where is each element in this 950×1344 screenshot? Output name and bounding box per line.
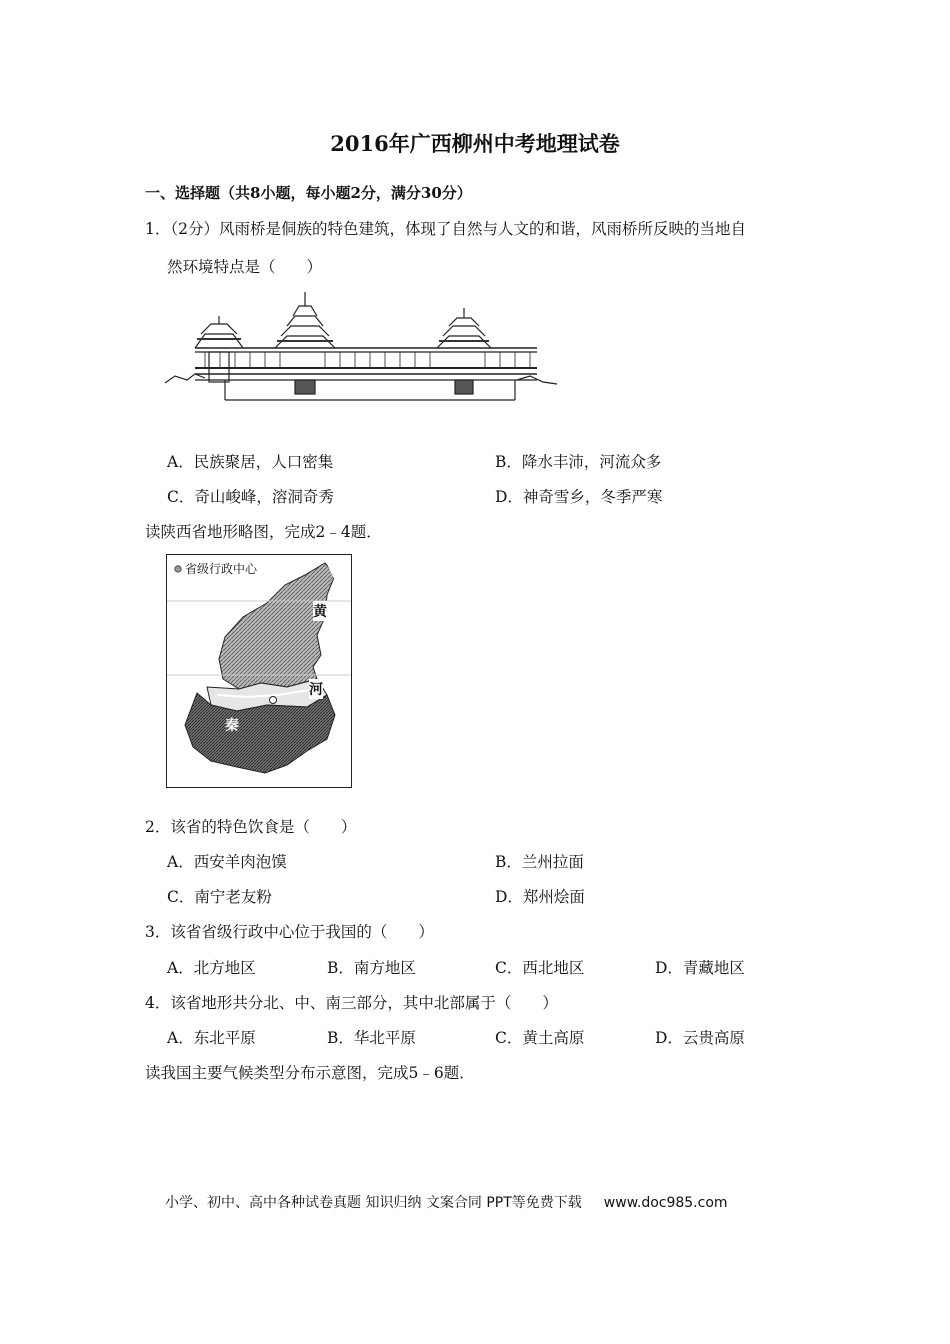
shaanxi-terrain-map [166, 554, 352, 788]
question-1-stem-line2: 然环境特点是（ ） [167, 258, 323, 276]
page-title: 2016年广西柳州中考地理试卷 [330, 131, 620, 156]
question-2-stem: 2．该省的特色饮食是（ ） [145, 818, 357, 836]
question-2-option-d[interactable]: D．郑州烩面 [495, 888, 585, 906]
wind-rain-bridge-illustration [165, 288, 560, 413]
footer-url-link[interactable]: www.doc985.com [603, 1195, 728, 1211]
section-heading: 一、选择题（共8小题，每小题2分，满分30分） [145, 184, 472, 202]
map-terrain-shape [167, 555, 351, 787]
question-4-option-b[interactable]: B．华北平原 [327, 1029, 416, 1047]
question-2-option-a[interactable]: A．西安羊肉泡馍 [167, 853, 287, 871]
map-legend-label: 省级行政中心 [185, 562, 258, 576]
map-label-huang: 黄 [313, 601, 327, 621]
question-1-option-c[interactable]: C．奇山峻峰，溶洞奇秀 [167, 488, 334, 506]
intro-questions-5-6: 读我国主要气候类型分布示意图，完成5﹣6题． [145, 1064, 475, 1082]
intro-questions-2-4: 读陕西省地形略图，完成2﹣4题． [145, 523, 382, 541]
question-1-option-b[interactable]: B．降水丰沛，河流众多 [495, 453, 662, 471]
question-1-option-d[interactable]: D．神奇雪乡，冬季严寒 [495, 488, 663, 506]
question-2-option-b[interactable]: B．兰州拉面 [495, 853, 584, 871]
question-1-stem-line1: 1．（2分）风雨桥是侗族的特色建筑，体现了自然与人文的和谐，风雨桥所反映的当地自 [145, 220, 746, 238]
map-label-he: 河 [309, 679, 323, 699]
question-3-option-c[interactable]: C．西北地区 [495, 959, 585, 977]
question-1-option-a[interactable]: A．民族聚居，人口密集 [167, 453, 334, 471]
question-3-option-b[interactable]: B．南方地区 [327, 959, 416, 977]
question-4-stem: 4．该省地形共分北、中、南三部分，其中北部属于（ ） [145, 994, 558, 1012]
question-3-option-d[interactable]: D．青藏地区 [655, 959, 745, 977]
question-3-stem: 3．该省省级行政中心位于我国的（ ） [145, 923, 434, 941]
question-4-option-d[interactable]: D．云贵高原 [655, 1029, 745, 1047]
question-3-option-a[interactable]: A．北方地区 [167, 959, 256, 977]
question-2-option-c[interactable]: C．南宁老友粉 [167, 888, 272, 906]
question-4-option-c[interactable]: C．黄土高原 [495, 1029, 585, 1047]
page-footer [165, 1192, 728, 1212]
footer-text: 小学、初中、高中各种试卷真题 知识归纳 文案合同 PPT等免费下载 [165, 1195, 582, 1211]
question-4-option-a[interactable]: A．东北平原 [167, 1029, 256, 1047]
map-label-qin: 秦 [225, 718, 239, 734]
